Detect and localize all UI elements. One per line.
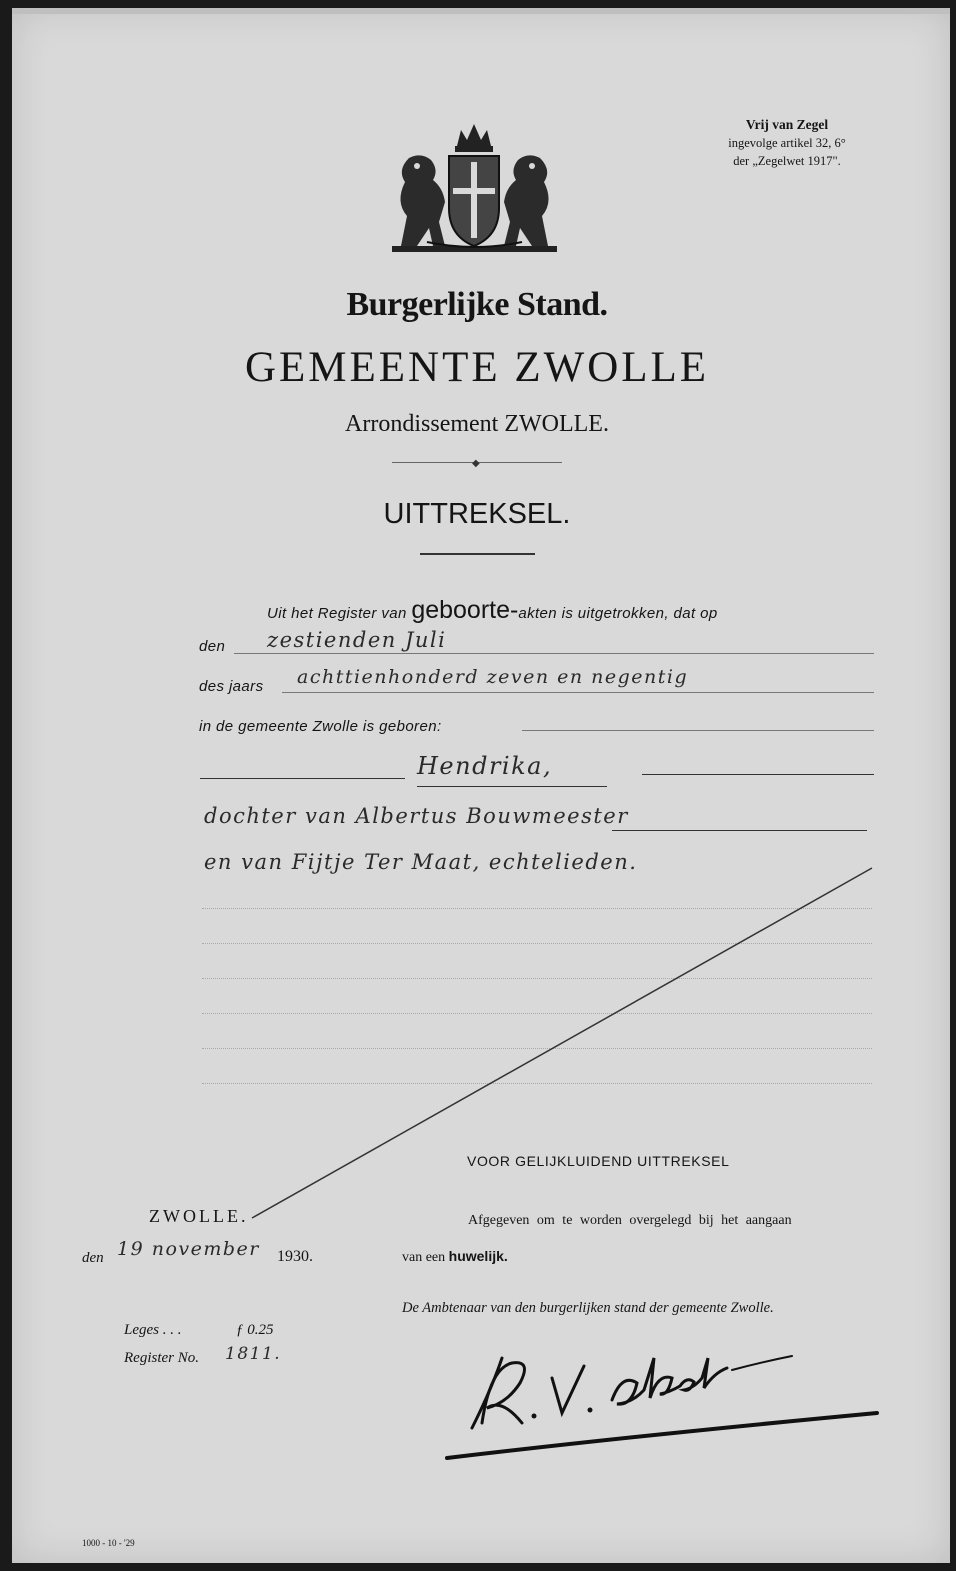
intro-suffix: akten is uitgetrokken, dat op — [518, 605, 718, 622]
register-value: 1811. — [225, 1344, 282, 1364]
official-signature — [432, 1328, 892, 1478]
district-heading: Arrondissement ZWOLLE. — [345, 411, 609, 437]
parents-line-1: dochter van Albertus Bouwmeester — [204, 804, 629, 828]
coat-of-arms-icon — [387, 118, 562, 258]
date-year: 1930. — [277, 1248, 313, 1265]
date-handwritten: 19 november — [117, 1238, 260, 1260]
name-line-left — [200, 778, 405, 779]
leges-label: Leges . . . — [124, 1322, 182, 1338]
day-value: zestienden Juli — [267, 628, 447, 652]
scan-edge — [12, 8, 950, 14]
municipality-heading: GEMEENTE ZWOLLE — [244, 344, 710, 391]
leges-value: ƒ 0.25 — [236, 1322, 274, 1338]
child-name: Hendrika, — [417, 752, 553, 780]
day-label: den — [199, 638, 226, 655]
name-underline — [417, 786, 607, 787]
intro-prefix: Uit het Register van — [267, 605, 407, 622]
stamp-line-2: ingevolge artikel 32, 6° — [728, 136, 846, 150]
stamp-duty-notice — [702, 116, 872, 170]
parents-line-2: en van Fijtje Ter Maat, echtelieden. — [204, 850, 638, 874]
stamp-line-1: Vrij van Zegel — [745, 117, 829, 132]
certification-heading: VOOR GELIJKLUIDEND UITTREKSEL — [467, 1153, 730, 1169]
purpose-prefix: van een — [402, 1250, 446, 1265]
print-code: 1000 - 10 - '29 — [82, 1538, 135, 1548]
place-label: in de gemeente Zwolle is geboren: — [199, 718, 442, 735]
stamp-line-3: der „Zegelwet 1917". — [733, 154, 841, 168]
city-label: ZWOLLE. — [149, 1206, 249, 1226]
cancellation-stroke — [242, 858, 882, 1228]
intro-line — [267, 596, 718, 625]
year-value: achttienhonderd zeven en negentig — [297, 666, 689, 688]
intro-kind: geboorte- — [411, 596, 519, 624]
page-title: Burgerlijke Stand. — [346, 286, 608, 323]
purpose-line-2 — [402, 1248, 508, 1266]
year-line — [282, 692, 874, 693]
day-line — [234, 653, 874, 654]
heading-underline — [420, 553, 535, 555]
purpose-line-1: Afgegeven om te worden overgelegd bij het aangaan — [468, 1213, 792, 1228]
document-type-heading: UITTREKSEL. — [383, 498, 571, 530]
register-label: Register No. — [124, 1350, 199, 1366]
year-label: des jaars — [199, 678, 264, 695]
name-line-right — [642, 774, 874, 775]
place-line — [522, 730, 874, 731]
purpose-bold: huwelijk. — [448, 1248, 508, 1264]
surname-underline — [612, 830, 867, 831]
official-line: De Ambtenaar van den burgerlijken stand der gemeente Zwolle. — [402, 1300, 774, 1316]
date-den-label: den — [82, 1250, 104, 1266]
birth-extract-document — [12, 8, 950, 1563]
ornament-diamond-icon: ◆ — [472, 458, 480, 469]
